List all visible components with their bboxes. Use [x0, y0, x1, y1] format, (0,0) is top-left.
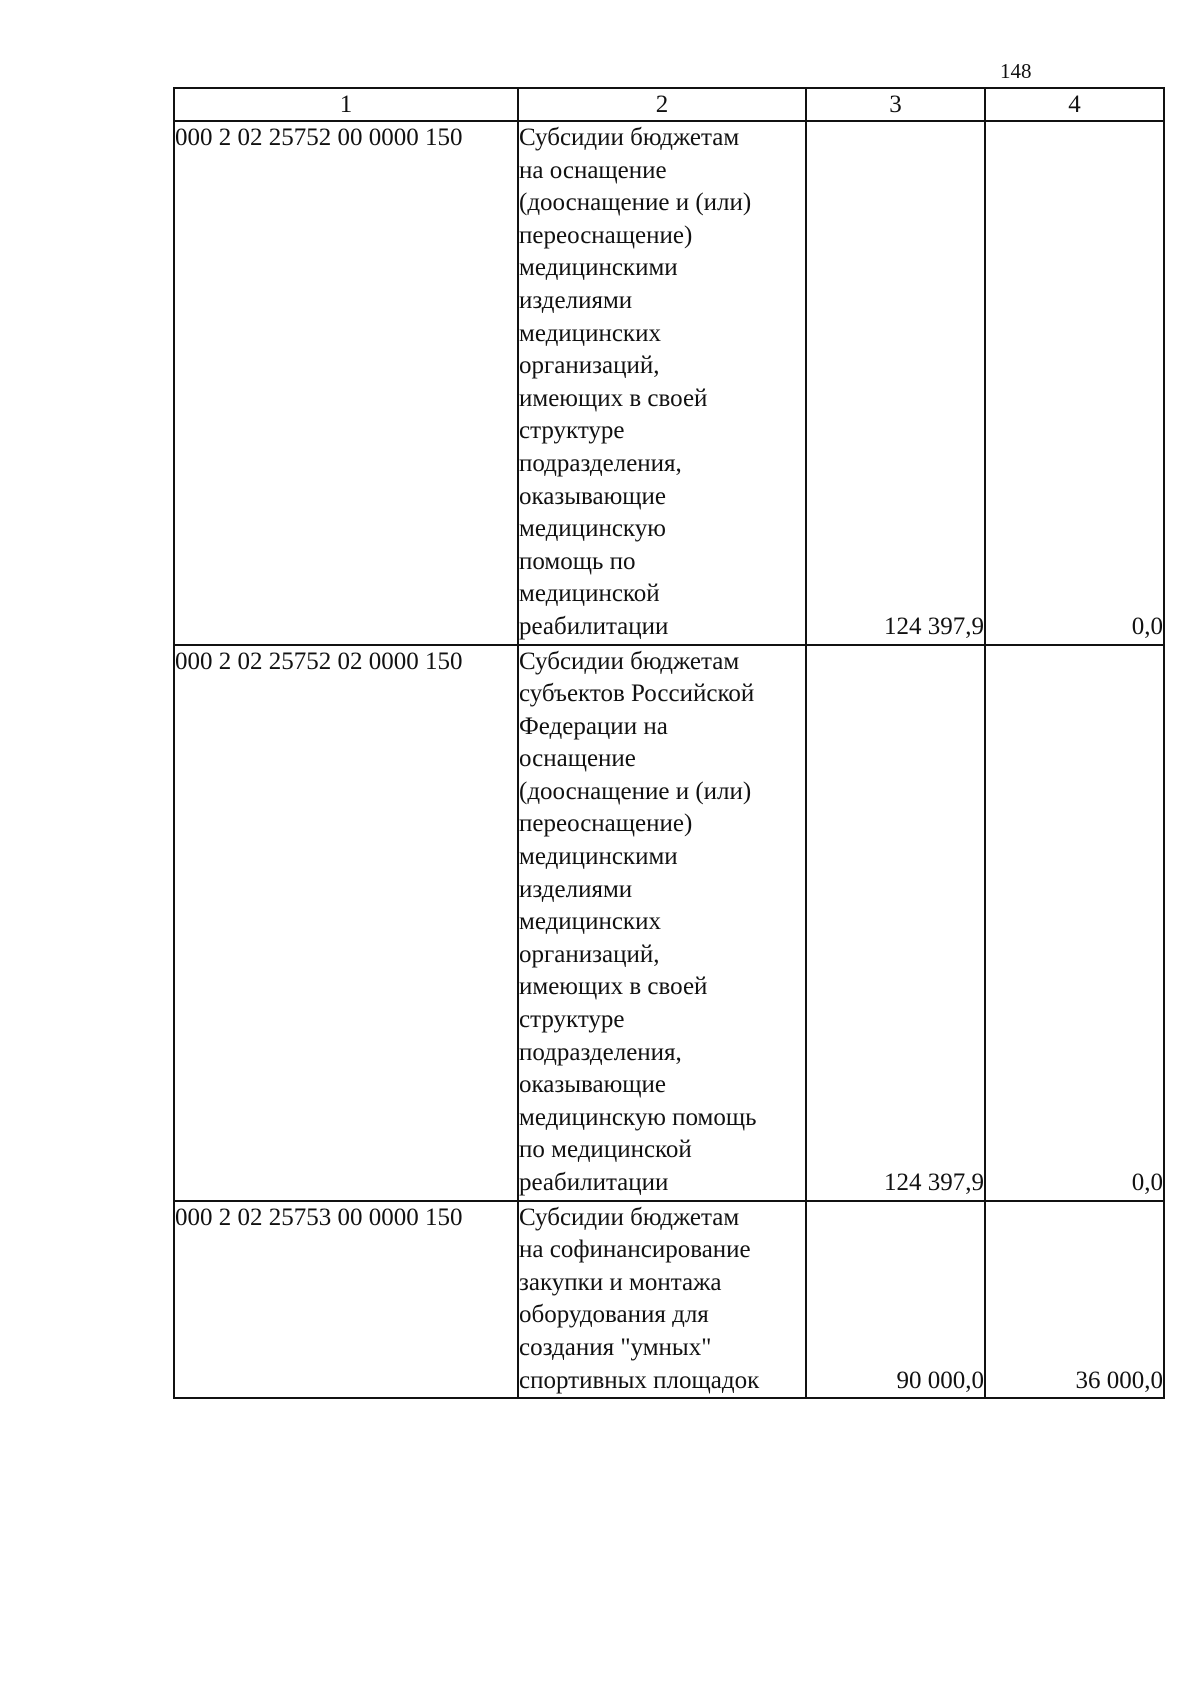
- description-line: реабилитации: [519, 612, 669, 640]
- amount-col3-cell: 90 000,0: [806, 1201, 985, 1399]
- description-line: медицинскими: [519, 254, 678, 282]
- description-line: изделиями: [519, 875, 633, 903]
- description-cell: [518, 645, 806, 1201]
- description-line: структуре: [519, 1006, 625, 1034]
- description-line: медицинскими: [519, 843, 678, 871]
- description-line: Субсидии бюджетам: [519, 647, 740, 675]
- description-line: оборудования для: [519, 1301, 709, 1329]
- description-line: на софинансирование: [519, 1236, 751, 1264]
- amount-col4-cell: 0,0: [985, 121, 1164, 645]
- description-line: спортивных площадок: [519, 1366, 760, 1394]
- description-line: переоснащение): [519, 221, 693, 249]
- budget-code-cell: 000 2 02 25752 00 0000 150: [174, 121, 518, 645]
- budget-table: [173, 87, 1165, 1399]
- description-line: создания "умных": [519, 1333, 712, 1361]
- table-row: [174, 1201, 1164, 1399]
- description-line: медицинских: [519, 319, 661, 347]
- description-line: (дооснащение и (или): [519, 189, 752, 217]
- description-line: подразделения,: [519, 449, 682, 477]
- description-line: медицинскую: [519, 515, 666, 543]
- description-line: организаций,: [519, 352, 660, 380]
- budget-code-cell: 000 2 02 25753 00 0000 150: [174, 1201, 518, 1399]
- description-line: медицинской: [519, 580, 660, 608]
- description-line: организаций,: [519, 940, 660, 968]
- description-line: по медицинской: [519, 1136, 692, 1164]
- description-line: оказывающие: [519, 1071, 667, 1099]
- header-row: [174, 88, 1164, 121]
- description-line: субъектов Российской: [519, 680, 755, 708]
- description-line: Субсидии бюджетам: [519, 124, 740, 151]
- column-header-2: 2: [518, 88, 806, 121]
- description-line: (дооснащение и (или): [519, 777, 752, 805]
- amount-col4-cell: 36 000,0: [985, 1201, 1164, 1399]
- description-line: Федерации на: [519, 712, 668, 740]
- column-header-4: 4: [985, 88, 1164, 121]
- description-line: помощь по: [519, 547, 636, 575]
- column-header-3: 3: [806, 88, 985, 121]
- table-body: [174, 121, 1164, 1398]
- description-line: реабилитации: [519, 1169, 669, 1196]
- amount-col3-cell: 124 397,9: [806, 121, 985, 645]
- description-line: изделиями: [519, 286, 633, 314]
- description-line: Субсидии бюджетам: [519, 1203, 740, 1231]
- description-line: оказывающие: [519, 482, 667, 510]
- description-line: подразделения,: [519, 1038, 682, 1066]
- table-row: [174, 645, 1164, 1201]
- description-line: структуре: [519, 417, 625, 445]
- page-number: 148: [1000, 59, 1032, 83]
- description-line: переоснащение): [519, 810, 693, 838]
- description-line: закупки и монтажа: [519, 1268, 722, 1296]
- description-cell: [518, 121, 806, 645]
- column-header-1: 1: [174, 88, 518, 121]
- description-line: медицинских: [519, 908, 661, 936]
- description-line: имеющих в своей: [519, 973, 708, 1001]
- description-line: оснащение: [519, 745, 636, 773]
- amount-col3-cell: 124 397,9: [806, 645, 985, 1201]
- description-line: медицинскую помощь: [519, 1103, 757, 1131]
- description-line: имеющих в своей: [519, 384, 708, 412]
- table-header: [174, 88, 1164, 121]
- budget-code-cell: 000 2 02 25752 02 0000 150: [174, 645, 518, 1201]
- description-line: на оснащение: [519, 156, 667, 184]
- amount-col4-cell: 0,0: [985, 645, 1164, 1201]
- description-cell: [518, 1201, 806, 1399]
- table-row: [174, 121, 1164, 645]
